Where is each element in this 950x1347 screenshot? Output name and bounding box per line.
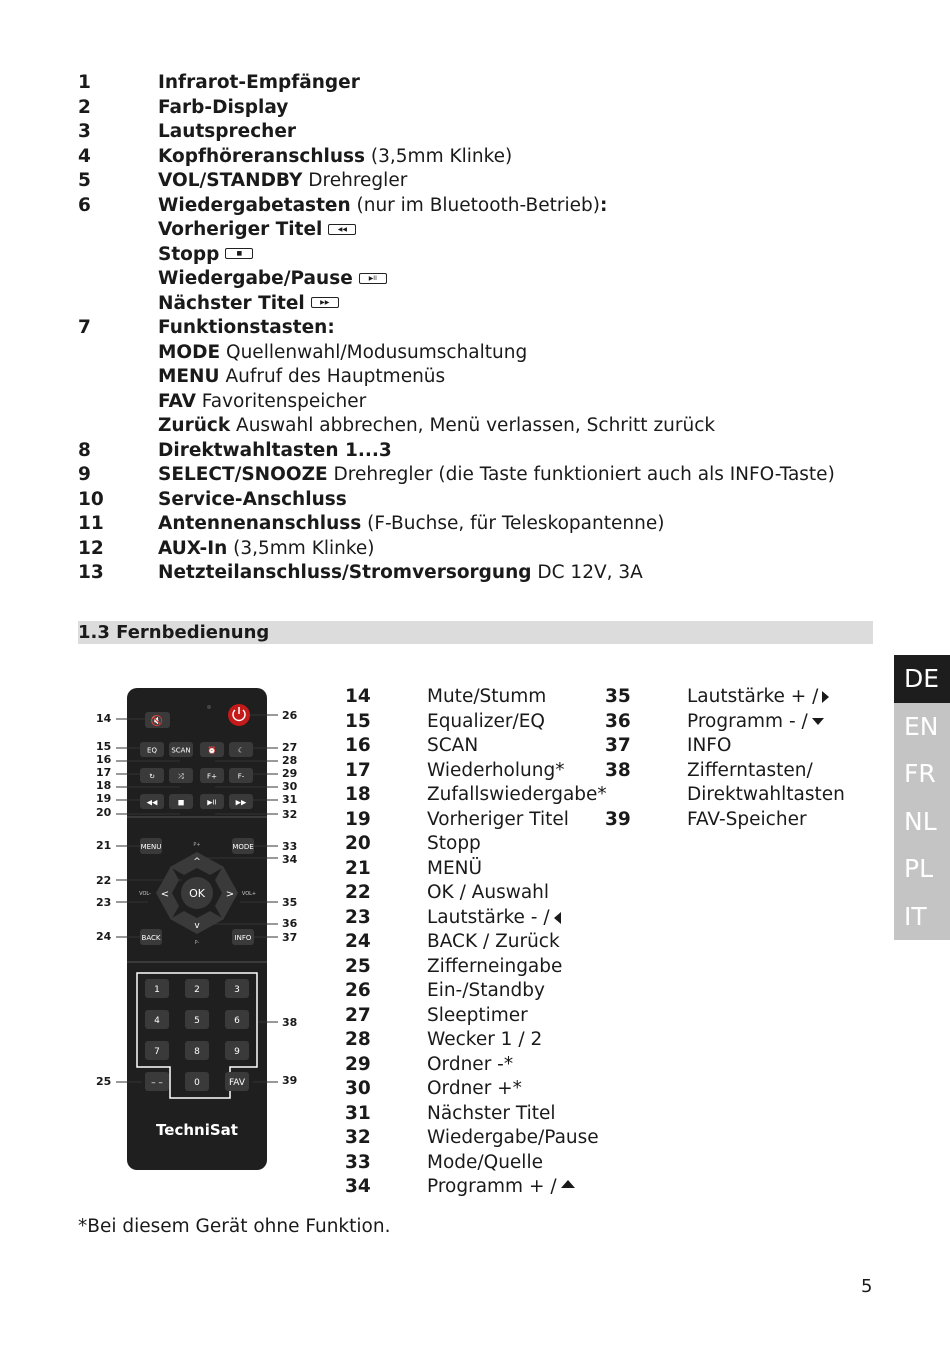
info-button-label: INFO xyxy=(234,934,252,942)
legend-number: 24 xyxy=(345,931,371,952)
menu-button-label: MENU xyxy=(140,843,162,851)
legend-label: Programm - / xyxy=(687,710,808,732)
next-key-icon: ▶▶ xyxy=(311,297,339,308)
item-text xyxy=(158,439,392,464)
callout-number: 21 xyxy=(96,839,112,852)
item-term: Stopp xyxy=(158,243,220,265)
legend-number: 18 xyxy=(345,784,371,805)
footnote: *Bei diesem Gerät ohne Funktion. xyxy=(78,1216,391,1237)
item-term: Service-Anschluss xyxy=(158,488,347,510)
item-text xyxy=(158,169,407,194)
item-text xyxy=(158,463,835,488)
callout-number: 37 xyxy=(282,931,298,944)
legend-number: 20 xyxy=(345,833,371,854)
item-term: AUX-In xyxy=(158,537,228,559)
legend-number: 16 xyxy=(345,735,371,756)
svg-text:v: v xyxy=(194,921,200,931)
item-number: 1 xyxy=(78,72,91,93)
item-description: Drehregler (die Taste funktioniert auch als INFO-Taste) xyxy=(327,464,835,485)
item-term: Lautsprecher xyxy=(158,121,297,142)
arrow-up-icon xyxy=(561,1180,575,1188)
section-title: 1.3 Fernbedienung xyxy=(78,622,270,643)
item-text xyxy=(158,365,445,390)
legend-text xyxy=(427,783,607,808)
digit-4-button-label: 4 xyxy=(154,1016,160,1026)
item-description: (3,5mm Klinke) xyxy=(365,145,513,167)
item-text xyxy=(158,561,643,586)
legend-label: MENÜ xyxy=(427,857,483,879)
language-tab-pl[interactable]: PL xyxy=(894,845,950,893)
callout-number: 23 xyxy=(96,896,112,909)
callout-number: 30 xyxy=(282,780,298,793)
legend-number: 38 xyxy=(605,759,631,781)
legend-number: 28 xyxy=(345,1029,371,1050)
digit-9-button-label: 9 xyxy=(234,1047,240,1057)
legend-label: Zifferneingabe xyxy=(427,955,563,977)
item-number: 12 xyxy=(78,537,104,559)
item-term: Nächster Titel xyxy=(158,292,305,314)
legend-label: Ein-/Standby xyxy=(427,980,545,1001)
item-description: Drehregler xyxy=(302,170,408,191)
legend-number: 21 xyxy=(345,857,371,879)
play-pause-key-icon: ▶II xyxy=(359,273,387,284)
legend-label: BACK / Zurück xyxy=(427,931,560,952)
legend-number: 14 xyxy=(345,686,371,707)
svg-text:P+: P+ xyxy=(193,842,201,848)
legend-text xyxy=(427,1077,522,1102)
item-number: 4 xyxy=(78,145,91,167)
item-text xyxy=(158,341,527,366)
svg-text:VOL+: VOL+ xyxy=(241,891,257,897)
legend-text xyxy=(687,783,845,808)
item-number: 7 xyxy=(78,317,91,338)
item-text xyxy=(158,194,607,219)
item-term: FAV xyxy=(158,390,196,412)
digit-7-button-label: 7 xyxy=(154,1047,160,1057)
legend-text xyxy=(427,955,562,980)
callout-number: 27 xyxy=(282,741,298,754)
legend-label: Lautstärke - / xyxy=(427,906,550,928)
callout-number: 31 xyxy=(282,793,298,806)
item-description: Quellenwahl/Modusumschaltung xyxy=(220,341,528,363)
svg-text:<: < xyxy=(160,889,170,900)
legend-number: 36 xyxy=(605,710,631,732)
fav-button-label: FAV xyxy=(228,1078,246,1088)
item-term: Infrarot-Empfänger xyxy=(158,72,360,93)
item-term: Netzteilanschluss/Stromversorgung xyxy=(158,562,532,583)
folder-minus-button-label: F- xyxy=(237,772,245,781)
item-text xyxy=(158,71,360,96)
legend-label: Mode/Quelle xyxy=(427,1151,543,1173)
callout-number: 33 xyxy=(282,840,298,853)
legend-label: Direktwahltasten xyxy=(687,784,845,805)
legend-label: Sleeptimer xyxy=(427,1004,528,1026)
sleep-button-label: ☾ xyxy=(237,746,245,755)
arrow-left-icon xyxy=(554,912,561,924)
svg-text:VOL-: VOL- xyxy=(139,891,151,897)
item-term: Vorheriger Titel xyxy=(158,219,323,240)
legend-label: SCAN xyxy=(427,735,479,756)
item-term: MODE xyxy=(158,341,221,363)
remote-control-illustration xyxy=(90,680,310,1180)
digit-3-button-label: 3 xyxy=(234,985,240,995)
item-term: Zurück xyxy=(158,415,231,436)
svg-text:P-: P- xyxy=(194,940,200,946)
legend-label: Lautstärke + / xyxy=(687,686,819,707)
legend-text xyxy=(687,710,824,735)
dash-button-label: – – xyxy=(151,1078,163,1088)
item-term: Antennenanschluss xyxy=(158,513,362,534)
callout-number: 28 xyxy=(282,754,298,767)
legend-label: Ordner +* xyxy=(427,1078,522,1099)
folder-plus-button-label: F+ xyxy=(207,772,217,781)
stop-button-label: ■ xyxy=(177,798,185,807)
digit-0-button-label: 0 xyxy=(194,1078,200,1088)
language-tab-nl[interactable]: NL xyxy=(894,798,950,846)
item-number: 3 xyxy=(78,121,91,142)
item-text xyxy=(158,316,335,341)
item-text xyxy=(158,145,512,170)
item-term: Kopfhöreranschluss xyxy=(158,145,366,167)
callout-number: 22 xyxy=(96,874,112,887)
item-number: 11 xyxy=(78,513,104,534)
legend-label: Ordner -* xyxy=(427,1053,514,1075)
legend-label: Vorheriger Titel xyxy=(427,808,569,830)
legend-text xyxy=(427,881,549,906)
item-term: Direktwahltasten 1...3 xyxy=(158,439,392,461)
legend-number: 33 xyxy=(345,1151,371,1173)
play-pause-button-label: ▶II xyxy=(207,798,217,807)
legend-number: 30 xyxy=(345,1078,371,1099)
prev-key-icon: ◀◀ xyxy=(328,224,356,235)
item-number: 13 xyxy=(78,562,104,583)
legend-number: 39 xyxy=(605,808,631,830)
legend-label: FAV-Speicher xyxy=(687,808,807,830)
legend-text xyxy=(427,832,481,857)
digit-5-button-label: 5 xyxy=(194,1016,200,1026)
legend-number: 31 xyxy=(345,1102,371,1124)
item-text xyxy=(158,96,288,121)
item-term: MENU xyxy=(158,366,220,387)
legend-label: Stopp xyxy=(427,833,481,854)
digit-2-button-label: 2 xyxy=(194,985,200,995)
digit-8-button-label: 8 xyxy=(194,1047,200,1057)
item-description: DC 12V, 3A xyxy=(531,562,643,583)
callout-number: 34 xyxy=(282,853,298,866)
legend-label: OK / Auswahl xyxy=(427,882,550,903)
item-description: (nur im Bluetooth-Betrieb) xyxy=(350,194,600,216)
stop-key-icon: ■ xyxy=(225,248,253,259)
callout-number: 36 xyxy=(282,917,298,930)
legend-text xyxy=(687,808,807,833)
legend-text xyxy=(427,979,545,1004)
brand-logo: TechniSat xyxy=(156,1121,238,1139)
legend-number: 19 xyxy=(345,808,371,830)
item-text xyxy=(158,267,387,292)
legend-text xyxy=(427,759,564,784)
digit-6-button-label: 6 xyxy=(234,1016,240,1026)
legend-text xyxy=(427,857,482,882)
legend-label: Equalizer/EQ xyxy=(427,710,545,732)
item-text xyxy=(158,488,347,513)
item-text xyxy=(158,218,356,243)
language-tab-it[interactable]: IT xyxy=(894,893,950,941)
legend-number: 22 xyxy=(345,882,371,903)
scan-button-label: SCAN xyxy=(171,746,191,755)
item-number: 6 xyxy=(78,194,91,216)
legend-label: INFO xyxy=(687,735,732,756)
legend-text xyxy=(427,710,545,735)
legend-text xyxy=(427,734,478,759)
legend-label: Wiedergabe/Pause xyxy=(427,1127,599,1148)
legend-number: 34 xyxy=(345,1176,371,1197)
back-button-label: BACK xyxy=(141,934,161,942)
legend-text xyxy=(427,1053,513,1078)
legend-label: Mute/Stumm xyxy=(427,686,547,707)
mode-button-label: MODE xyxy=(232,843,254,851)
legend-label: Wiederholung* xyxy=(427,759,565,781)
item-term: Wiedergabe/Pause xyxy=(158,268,353,289)
callout-number: 39 xyxy=(282,1074,298,1087)
item-number: 5 xyxy=(78,170,91,191)
prev-button-label: ◀◀ xyxy=(146,798,158,807)
callout-number: 24 xyxy=(96,930,112,943)
callout-number: 18 xyxy=(96,779,112,792)
item-term: SELECT/SNOOZE xyxy=(158,464,328,485)
page-number: 5 xyxy=(861,1276,873,1297)
legend-text xyxy=(427,1175,575,1200)
legend-text xyxy=(427,1004,528,1029)
item-description: (3,5mm Klinke) xyxy=(227,537,375,559)
legend-text xyxy=(427,808,569,833)
legend-number: 29 xyxy=(345,1053,371,1075)
alarm-button-label: ⏰ xyxy=(207,746,217,755)
shuffle-button-label: ⤮ xyxy=(178,772,184,781)
language-tabs xyxy=(894,655,950,940)
repeat-button-label: ↻ xyxy=(149,772,155,781)
legend-text xyxy=(427,1151,543,1176)
item-text xyxy=(158,120,296,145)
callout-number: 19 xyxy=(96,792,112,805)
item-term: Wiedergabetasten xyxy=(158,194,351,216)
arrow-down-icon xyxy=(812,718,824,725)
item-number: 10 xyxy=(78,488,104,510)
item-text xyxy=(158,243,253,268)
legend-label: Wecker 1 / 2 xyxy=(427,1029,543,1050)
arrow-right-icon xyxy=(822,691,829,703)
callout-number: 25 xyxy=(96,1075,112,1088)
item-number: 9 xyxy=(78,464,91,485)
language-tab-fr[interactable]: FR xyxy=(894,750,950,798)
legend-label: Zufallswiedergabe* xyxy=(427,784,607,805)
legend-text xyxy=(427,930,560,955)
legend-text xyxy=(427,1028,542,1053)
section-heading xyxy=(78,621,873,644)
item-number: 8 xyxy=(78,439,91,461)
legend-text xyxy=(687,734,732,759)
svg-text:>: > xyxy=(225,889,235,900)
legend-number: 23 xyxy=(345,906,371,928)
callout-number: 29 xyxy=(282,767,298,780)
item-text xyxy=(158,512,664,537)
callout-number: 14 xyxy=(96,712,112,725)
callout-number: 17 xyxy=(96,766,112,779)
legend-number: 37 xyxy=(605,735,631,756)
legend-number: 25 xyxy=(345,955,371,977)
next-button-label: ▶▶ xyxy=(235,798,247,807)
item-text xyxy=(158,537,375,562)
svg-text:^: ^ xyxy=(193,857,201,867)
legend-number: 15 xyxy=(345,710,371,732)
legend-label: Programm + / xyxy=(427,1176,557,1197)
legend-number: 27 xyxy=(345,1004,371,1026)
legend-label: Nächster Titel xyxy=(427,1102,556,1124)
language-tab-en[interactable]: EN xyxy=(894,703,950,751)
callout-number: 26 xyxy=(282,709,298,722)
legend-text xyxy=(427,1126,599,1151)
legend-text xyxy=(427,1102,555,1127)
item-number: 2 xyxy=(78,96,91,118)
callout-number: 35 xyxy=(282,896,298,909)
item-description: Aufruf des Hauptmenüs xyxy=(219,366,446,387)
language-tab-de[interactable]: DE xyxy=(894,655,950,703)
legend-label: Zifferntasten/ xyxy=(687,759,813,781)
callout-number: 38 xyxy=(282,1016,298,1029)
legend-number: 17 xyxy=(345,759,371,781)
item-description: Favoritenspeicher xyxy=(195,390,367,412)
callout-number: 32 xyxy=(282,808,298,821)
legend-text xyxy=(427,906,561,931)
legend-number: 32 xyxy=(345,1127,371,1148)
eq-button-label: EQ xyxy=(147,746,157,755)
callout-number: 15 xyxy=(96,740,112,753)
callout-number: 16 xyxy=(96,753,112,766)
callout-number: 20 xyxy=(96,806,112,819)
item-colon: : xyxy=(599,194,608,216)
legend-text xyxy=(687,759,813,784)
digit-1-button-label: 1 xyxy=(154,985,160,995)
legend-text xyxy=(687,685,829,710)
item-term: VOL/STANDBY xyxy=(158,170,303,191)
item-description: Auswahl abbrechen, Menü verlassen, Schritt zurück xyxy=(230,415,716,436)
legend-number: 35 xyxy=(605,686,631,707)
svg-text:🔇: 🔇 xyxy=(150,716,164,727)
item-text xyxy=(158,414,715,439)
item-text xyxy=(158,390,366,415)
item-term: Funktionstasten: xyxy=(158,317,335,338)
legend-text xyxy=(427,685,546,710)
svg-text:OK: OK xyxy=(189,887,205,900)
item-term: Farb-Display xyxy=(158,96,289,118)
item-text xyxy=(158,292,339,317)
legend-number: 26 xyxy=(345,980,371,1001)
item-description: (F-Buchse, für Teleskopantenne) xyxy=(361,513,665,534)
